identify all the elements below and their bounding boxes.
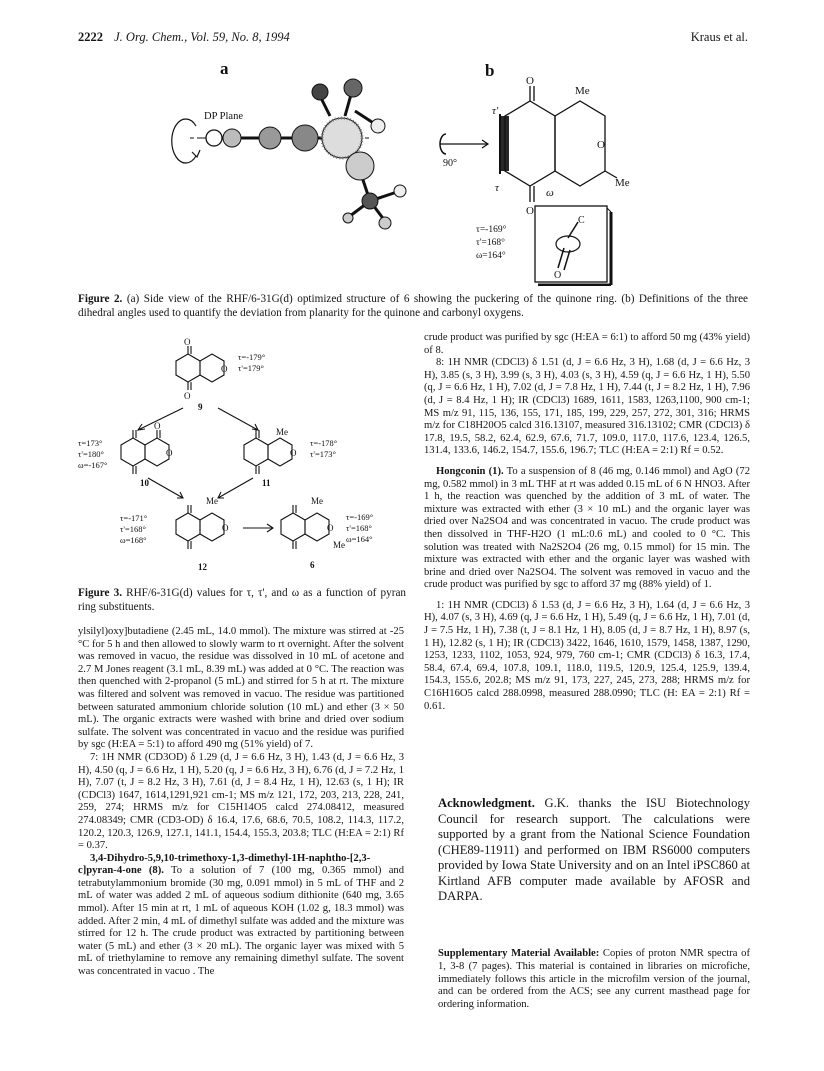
compound-8-procedure: To a solution of 7 (100 mg, 0.365 mmol) and tetrabutylammonium bromide (30 mg, 0.091 mmol) in 5 mL of THF and 2 mL of water was added 2 mL of aqueous sodium dithionite (640 mg, 3.65 mmol). After 15 min at rt, 1 mL of aqueous KOH (1.02 g, 18.3 mmol) was added. After 2 min, 4 mL of dimethyl sulfate was added and the mixture was stirred for 12 h. The crude product was extracted by partitioning between water (5 mL) and ether (3 × 20 mL). The organic layer was mixed with 5 mL of triethylamine to remove any remaining dimethyl sulfate. The sovent was concentrated in vacuo . The [78,865,404,978]
compound-9-tau: τ=-179° [238,352,266,362]
inset-o: O [554,270,562,281]
panel-a-label: a [220,59,229,78]
figure-2-caption-label: Figure 2. [78,293,123,305]
compound-11-tau: τ=-178° [310,438,338,448]
panel-b-label: b [485,61,495,80]
quinone-o-bottom: O [526,205,534,217]
compound-10-omega: ω=-167° [78,460,108,470]
angle-values [476,224,507,261]
hongconin-heading: Hongconin (1). [436,465,504,477]
panel-a-model [172,59,406,229]
svg-text:O: O [222,523,229,533]
page-number: 2222 [78,30,103,44]
svg-text:O: O [184,391,191,401]
figure-2-caption [78,292,748,320]
hongconin-procedure: To a suspension of 8 (46 mg, 0.146 mmol) and AgO (72 mg, 0.582 mmol) in 3 mL THF at rt was added 0.15 mL of 6 N HNO3. After 1 h, the reaction was quenched by the addition of 3 mL of water. The mixture was extracted with ether (3 × 10 mL) and the organic layer was dried over Na2SO4 and was concentrated in vacuo. The crude product was then dissolved in THF-H2O (1 mL:0.6 mL) and cooled to 0 °C. This solution was treated with Na2S2O4 (26 mg, 0.15 mmol) for 15 min. The mixture was extracted with ether and the organic layer was washed with brine and dried over Na2SO4. The solvent was removed in vacuo and the crude product was purified by sgc to afford 37 mg (88% yield) of 1. [424,465,750,591]
compound-11 [244,427,337,488]
svg-text:Me: Me [333,540,345,550]
right-paragraph-4: 1: 1H NMR (CDCl3) δ 1.53 (d, J = 6.6 Hz, 3 H), 1.64 (d, J = 6.6 Hz, 3 H), 4.07 (s, 3 H), 4.69 (q, J = 6.6 Hz, 1 H), 5.49 (q, J = 6.6 Hz, 1 H), 7.01 (d, J = 7.5 Hz, 1 H), 7.38 (t, J = 8.1 Hz, 1 H), 8.05 (d, J = 8.7 Hz, 1 H), 8.97 (s, 1 H), 12.82 (s, 1 H); IR (CDCl3) 3422, 1646, 1610, 1579, 1458, 1387, 1290, 1253, 1233, 1102, 1053, 924, 979, 760 cm-1; CMR (CDCl3) δ 16.3, 17.4, 58.4, 67.4, 69.4, 107.8, 109.1, 118.0, 119.5, 120.9, 125.4, 125.9, 139.4, 154.3, 155.6, 202.8; MS m/z 91, 173, 227, 245, 273, 288; HRMS m/z for C16H16O5 calcd 288.0998, measured 288.0990; TLC (H: EA = 2:1) Rf = 0.61. [424,599,750,712]
compound-6 [281,496,373,570]
compound-6-tau-prime: τ'=168° [346,523,372,533]
inset-box [535,206,611,285]
compound-10 [78,421,173,488]
panel-b-structure [485,61,630,217]
svg-text:O: O [327,523,334,533]
angle-omega: ω=164° [476,251,506,261]
tau-label: τ [495,182,499,194]
compound-11-label: 11 [262,478,271,488]
left-column [78,626,404,979]
svg-text:Me: Me [206,496,218,506]
methyl-2: Me [615,177,630,189]
figure-3-caption-text: RHF/6-31G(d) values for τ, τ', and ω as a function of pyran ring substituents. [78,587,406,613]
rotation-label: 90° [443,158,457,169]
compound-12-tau-prime: τ'=168° [120,524,146,534]
svg-text:Me: Me [311,496,323,506]
compound-10-label: 10 [140,478,149,488]
ring-oxygen: O [597,139,605,151]
angle-tau: τ=-169° [476,225,507,235]
tau-prime-label: τ' [492,105,499,117]
svg-text:O: O [166,448,173,458]
svg-text:O: O [290,448,297,458]
running-authors: Kraus et al. [690,30,748,44]
compound-9 [176,338,265,412]
acknowledgment [438,796,750,905]
left-paragraph-3 [78,853,404,979]
figure-3 [78,338,406,580]
figure-2-caption-text: (a) Side view of the RHF/6-31G(d) optimized structure of 6 showing the puckering of the quinone ring. (b) Definitions of the three dihedral angles used to quantify the deviation from planarity for the quinone and carbonyl oxygens. [78,293,749,319]
svg-text:O: O [221,364,228,374]
figure-3-caption-label: Figure 3. [78,587,122,599]
rotation-arrow [440,134,488,169]
compound-8-heading: 3,4-Dihydro-5,9,10-trimethoxy-1,3-dimethyl-1H-naphtho-[2,3-c]pyran-4-one (8). [78,852,371,877]
svg-text:O: O [154,421,161,431]
figure-3-caption [78,586,406,614]
dp-plane-label: DP Plane [204,111,243,122]
right-paragraph-3 [424,466,750,592]
inset-c: C [578,215,585,226]
svg-text:Me: Me [276,427,288,437]
acknowledgment-text: G.K. thanks the ISU Biotechnology Council for research support. The calculations were supported by a grant from the National Science Foundation (CHE89-11911) and performed on IBM RS6000 computers provided by Iowa State University and on an Intel iPSC860 at Kirtland AFB computer made available by AFOSR and DARPA. [438,796,750,903]
supplementary-title: Supplementary Material Available: [438,948,600,959]
compound-12-label: 12 [198,562,207,572]
omega-label: ω [546,187,554,199]
compound-12-omega: ω=168° [120,535,147,545]
compound-9-label: 9 [198,402,203,412]
journal-citation: J. Org. Chem., Vol. 59, No. 8, 1994 [114,30,290,44]
supplementary-text: Copies of proton NMR spectra of 1, 3-8 (7 pages). This material is contained in libraries on microfiche, immediately follows this article in the microfilm version of the journal, and can be ordered from the ACS; see any current masthead page for ordering information. [438,948,750,1011]
right-paragraph-1: crude product was purified by sgc (H:EA = 6:1) to afford 50 mg (43% yield) of 8. [424,332,750,356]
rotation-arc [172,119,196,163]
quinone-o-top: O [526,75,534,87]
left-paragraph-2: 7: 1H NMR (CD3OD) δ 1.29 (d, J = 6.6 Hz, 3 H), 1.43 (d, J = 6.6 Hz, 3 H), 4.50 (q, J = 6.6 Hz, 1 H), 5.20 (q, J = 6.6 Hz, 3 H), 6.76 (d, J = 7.2 Hz, 1 H), 7.07 (t, J = 8.2 Hz, 3 H), 7.61 (d, J = 8.4 Hz, 1 H), 12.63 (s, 1 H); IR (CDCl3) 1647, 1614,1291,921 cm-1; MS m/z 121, 172, 203, 213, 228, 241, 259, 274; HRMS m/z for C15H14O5 calcd 274.08412, measured 274.08349; CMR (CD3-OD) δ 16.4, 17.6, 68.6, 70.5, 108.2, 114.3, 117.2, 120.2, 120.3, 126.9, 127.1, 141.1, 154.4, 155.3, 203.8; TLC (H:EA = 2:1) Rf = 0.37. [78,751,404,852]
right-column [424,332,750,713]
compound-12 [120,496,229,572]
angle-tau-prime: τ'=168° [476,238,505,248]
compound-6-omega: ω=164° [346,534,373,544]
compound-6-tau: τ=-169° [346,512,374,522]
compound-6-label: 6 [310,560,315,570]
left-paragraph-1: ylsilyl)oxy]butadiene (2.45 mL, 14.0 mmol). The mixture was stirred at -25 °C for 5 h and then allowed to slowly warm to rt overnight. After the solvent was removed in vacuo, the residue was dissolved in 10 mL of acetone and 2.7 M Jones reagent (3.1 mL, 8.39 mL) was added at 0 °C. The reaction was then quenched with 2-propanol (5 mL) and stirred for 5 h at rt. The mixture was filtered and solvent was removed in vacuo. The residue was partitioned between saturated ammonium chloride solution (10 mL) and ether (3 × 50 mL). The organic extracts were washed with brine and dried over sodium sulfate. The solvent was concentrated in vacuo and the residue was purified by sgc (H:EA = 5:1) to afford 490 mg (51% yield) of 7. [78,626,404,751]
svg-text:O: O [184,338,191,347]
right-paragraph-2: 8: 1H NMR (CDCl3) δ 1.51 (d, J = 6.6 Hz, 3 H), 1.68 (d, J = 6.6 Hz, 3 H), 3.85 (s, 3 H), 3.99 (s, 3 H), 4.03 (s, 3 H), 4.59 (q, J = 6.6 Hz, 1 H), 5.50 (q, J = 6.6 Hz, 1 H), 7.02 (d, J = 7.8 Hz, 1 H), 7.44 (t, J = 8.2 Hz, 1 H), 7.96 (d, J = 8.4 Hz, 1 H); IR (CDCl3) 1689, 1611, 1583, 1263,1100, 900 cm-1; MS m/z 91, 115, 136, 155, 171, 185, 199, 229, 257, 272, 301, 316; HRMS m/z for C18H20O5 calcd 316.13107, measured 316.13102; CMR (CDCl3) δ 17.8, 19.5, 58.2, 62.4, 62.9, 67.6, 71.7, 109.0, 117.0, 117.6, 123.4, 126.5, 131.4, 133.6, 146.2, 154.7, 155.6, 196.7; TLC (H:EA = 2:1) Rf = 0.52. [424,357,750,457]
running-header [78,30,748,48]
compound-10-tau: τ=173° [78,438,103,448]
compound-10-tau-prime: τ'=180° [78,449,104,459]
compound-12-tau: τ=-171° [120,513,148,523]
compound-11-tau-prime: τ'=173° [310,449,336,459]
methyl-1: Me [575,85,590,97]
figure-2 [170,56,730,286]
compound-9-tau-prime: τ'=179° [238,363,264,373]
supplementary-material [438,948,750,1012]
acknowledgment-title: Acknowledgment. [438,796,535,810]
